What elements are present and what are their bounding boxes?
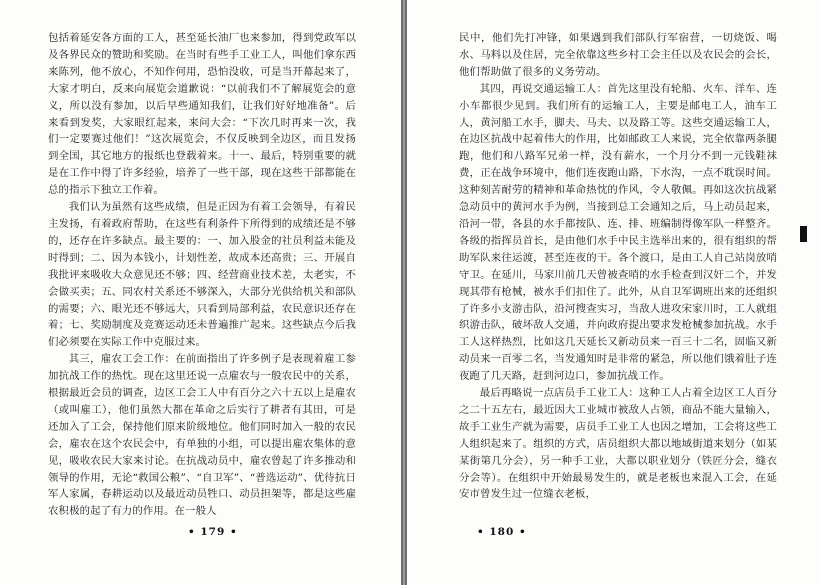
- paragraph: 包括着延安各方面的工人，甚至延长油厂也来参加，得到党政军以及各界民众的赞助和奖励。在当时有些手工业工人，叫他们拿东西来陈列，他不放心，不知作何用，恐怕没收，可是当开幕起来了，大家才明白，反来向展览会道歉说：“以前我们不了解展览会的意义，所以没有参加，以后早些通知我们，让我们好好地准备”。后来看到发奖，大家眼红起来，来问大会：“下次几时再来一次，我们一定要赛过他们！”这次展览会，不仅反映到全边区，而且发扬到全国，其它地方的报纸也登载着来。十一、最后，特别重要的就是在工作中得了许多经验，培养了一些干部，现在这些干部都能在总的指示下独立工作着。: [48, 32, 356, 197]
- left-page: [0, 0, 401, 585]
- page-number: • 179 •: [188, 526, 238, 538]
- page-divider: [401, 0, 403, 585]
- page-number: • 180 •: [477, 526, 527, 538]
- paragraph: 其四，再说交通运输工人：首先这里没有轮船、火车、洋车、连小车都很少见到。我们所有的运输工人，主要是邮电工人，油车工人，黄河船工水手，脚夫、马夫、以及路工等。这些交通运输工人，在边区抗战中起着伟大的作用，比如邮政工人来说，完全依靠两条腿跑，他们和八路军兄弟一样，没有薪水，一个月分不到一元钱鞋袜费，正在战争环境中，他们连夜跑山路，下水沟，一点不耽误时间。这种刻苦耐劳的精神和革命热忱的作风，令人敬佩。再如这次抗战紧急动员中的黄河水手为例，当接到总工会通知之后，马上动员起来，沿河一带，各县的水手都按队、连、排、班编制得像军队一样整齐。各级的指挥员首长，是由他们水手中民主选举出来的，很有组织的帮助军队来往运渡，甚至连夜的干。各个渡口，是由工人自己站岗放哨守卫。在延川，马家川前几天曾被查哨的水手检查到汉奸二个，并发现其带有枪械，被水手们扣住了。此外，从自卫军调班出来的还组织了许多小支游击队，沿河搜查实习，当敌人进攻宋家川时，工人就组织游击队，破坏敌人交通，并向政府提出要求发枪械参加抗战。水手工人这样热烈，比如这几天延长又新动员来一百三十二名，固临又新动员来一百零二名，当发通知时是非常的紧急，所以他们饿着肚子连夜跑了几天路，赶到河边口，参加抗战工作。: [459, 82, 777, 383]
- edge-tab-mark: [800, 226, 807, 242]
- left-page-text: [48, 30, 356, 520]
- right-page: [407, 0, 818, 585]
- paragraph: 我们认为虽然有这些成绩，但是正因为有着工会领导，有着民主发扬，有着政府帮助，在这些有利条件下所得到的成绩还是不够的，还存在许多缺点。最主要的：一、加入股金的社员利益未能及时得到；二、因为本钱小，计划性差，故成本还高贵；三、开展自我批评来吸收大众意见还不够；四、经营商业技术差，太老实，不会做买卖；五、同农村关系还不够深入，大部分光供给机关和部队的需要；六、眼光还不够远大，只看到局部利益，农民意识还存在着；七、奖励制度及竞赛运动还未普遍推广起来。这些缺点今后我们必须要在实际工作中克服过来。: [48, 201, 356, 349]
- paragraph: 其三，雇农工会工作：在前面指出了许多例子是表现着雇工参加抗战工作的热忱。现在这里还说一点雇农与一般农民中的关系，根据最近会员的调查，边区工会工人中有百分之六十五以上是雇农（或叫雇工），他们虽然大都在革命之后实行了耕者有其田，可是还加入了工会，保持他们原来阶级地位。他们同时加入一般的农民会，雇农在这个农民会中，有单独的小组，可以提出雇农集体的意见，吸收农民大家来讨论。在抗战动员中，雇农曾起了许多推动和领导的作用，无论“救国公粮”、“自卫军”、“普选运动”、优待抗日军人家属，春耕运动以及最近动员牲口、动员担架等，都是这些雇农积极的起了有力的作用。在一般人: [48, 353, 356, 518]
- paragraph: 最后再略说一点店员手工业工人：这种工人占着全边区工人百分之二十五左右，最近因大工业城市被敌人占领，商品不能大量输入，故手工业生产就为需要，店员手工业工人也因之增加，工会将这些工人组织起来了。组织的方式，店员组织大都以地域街道来划分（如某某街第几分会），另一种手工业，大都以职业划分（铁匠分会，缝衣分会等）。在组织中开始最易发生的，就是老板也来混入工会，在延安市曾发生过一位缝衣老板，: [459, 387, 777, 501]
- right-page-text: [459, 30, 777, 503]
- paragraph: 民中，他们先打冲锋，如果遇到我们部队行军宿营，一切烧饭、喝水、马料以及住居，完全依靠这些乡村工会主任以及农民会的会长，他们帮助做了很多的义务劳动。: [459, 32, 777, 78]
